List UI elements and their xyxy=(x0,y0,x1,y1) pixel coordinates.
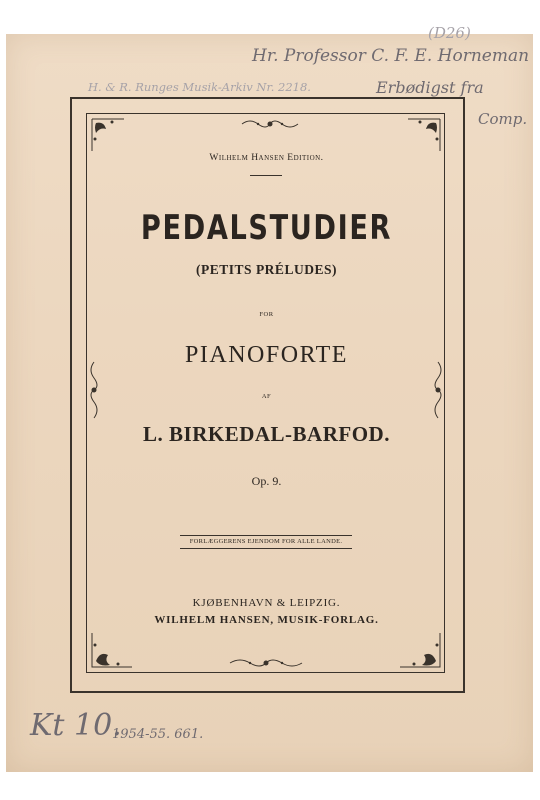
dedication-line2: Erbødigst fra xyxy=(376,78,484,97)
archive-stamp: H. & R. Runges Musik-Arkiv Nr. 2218. xyxy=(88,80,311,94)
ornament-corner-top-left-icon xyxy=(90,117,126,153)
edition-line: Wilhelm Hansen Edition. xyxy=(209,153,324,163)
af-word: AF xyxy=(261,393,272,400)
ornament-corner-bottom-right-icon xyxy=(398,631,442,669)
shelf-mark: Kt 10. xyxy=(30,708,122,743)
ornament-left-center-icon xyxy=(88,360,100,420)
ornament-top-center-icon xyxy=(240,117,300,131)
publisher-name: WILHELM HANSEN, MUSIK-FORLAG. xyxy=(154,614,379,626)
for-word: FOR xyxy=(259,311,274,318)
rights-notice: FORLÆGGERENS EJENDOM FOR ALLE LANDE. xyxy=(180,535,352,549)
ornament-right-center-icon xyxy=(432,360,444,420)
opus-number: Op. 9. xyxy=(251,474,282,488)
catalog-code: (D26) xyxy=(428,24,471,42)
instrument: PIANOFORTE xyxy=(185,342,348,368)
dedication-line1: Hr. Professor C. F. E. Horneman xyxy=(252,46,530,66)
ornament-corner-top-right-icon xyxy=(406,117,442,153)
accession-number: 1954-55. 661. xyxy=(112,727,204,742)
ornament-corner-bottom-left-icon xyxy=(90,631,134,669)
page-title: PEDALSTUDIER xyxy=(140,208,393,248)
subtitle: (PETITS PRÉLUDES) xyxy=(196,262,337,277)
publisher-city: KJØBENHAVN & LEIPZIG. xyxy=(192,597,341,609)
ornament-bottom-center-icon xyxy=(228,656,304,670)
dedication-line3: Comp. xyxy=(478,110,528,128)
edition-rule xyxy=(250,175,282,176)
composer: L. BIRKEDAL-BARFOD. xyxy=(143,422,390,446)
